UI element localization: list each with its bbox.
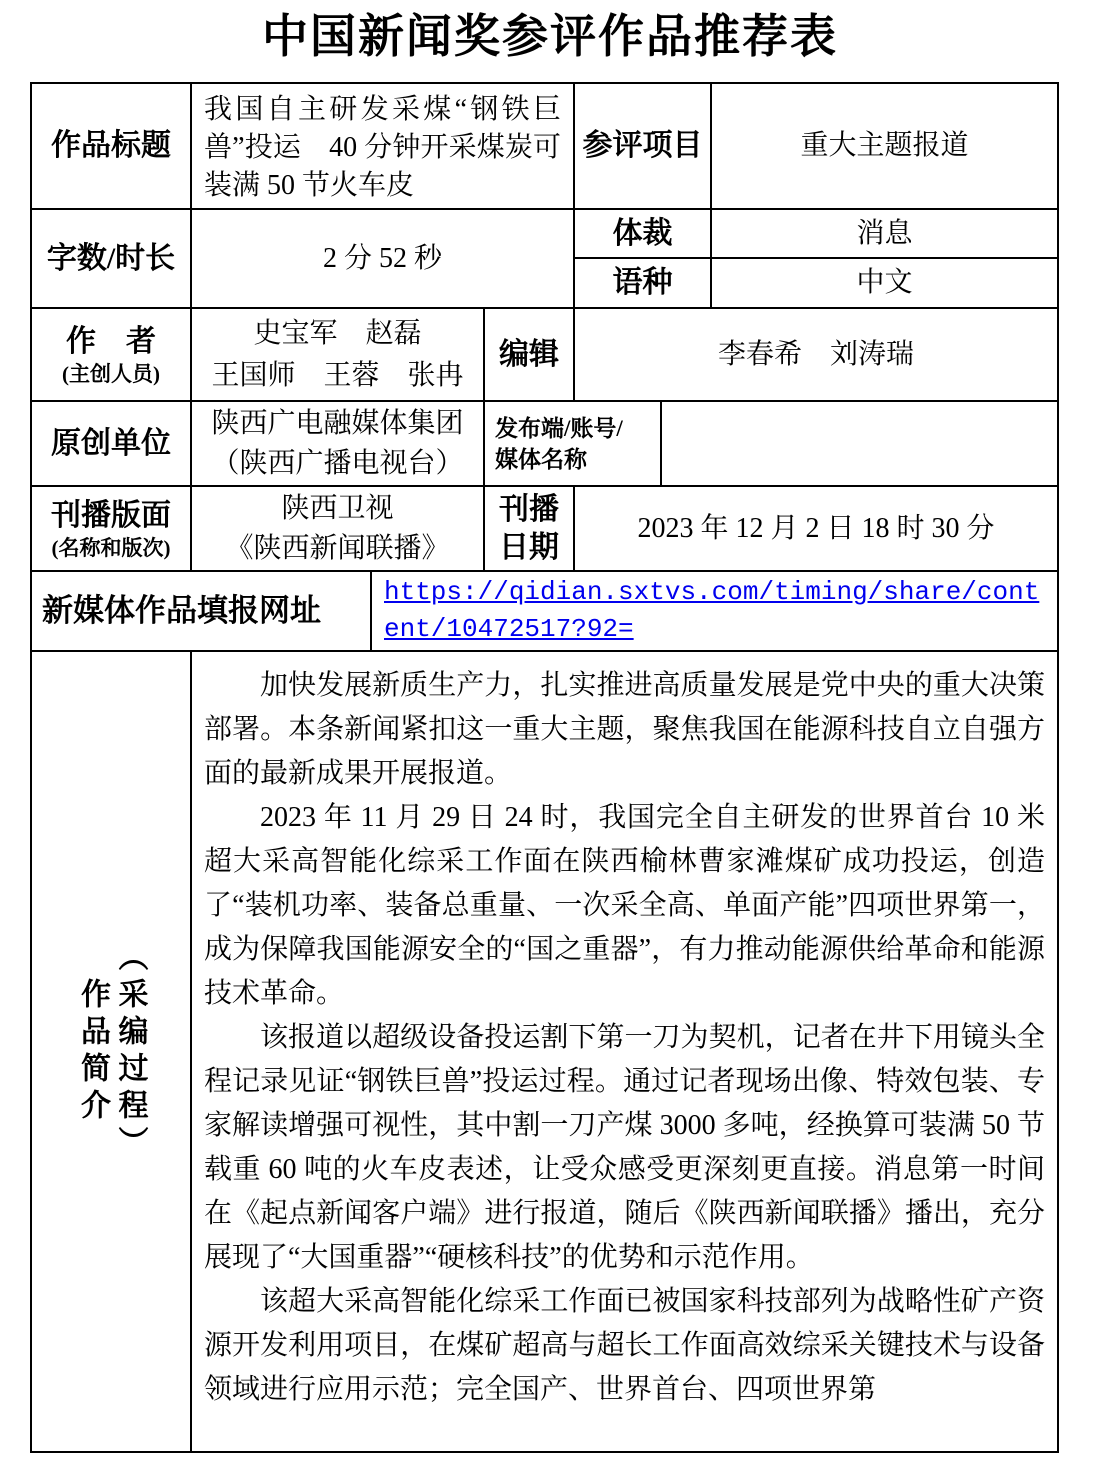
publish-date-value: 2023 年 12 月 2 日 18 时 30 分 [637, 512, 995, 544]
publish-page-label-cell [30, 485, 190, 570]
entry-category-label-cell [573, 82, 710, 208]
publish-page-value-line2: 《陕西新闻联播》 [225, 532, 450, 564]
new-media-url-value-cell [370, 570, 1059, 650]
new-media-url-label-cell [30, 570, 370, 650]
platform-label-line2: 媒体名称 [495, 446, 587, 472]
publish-date-label-cell [483, 485, 573, 570]
language-label-cell [573, 257, 710, 307]
editor-value-cell [573, 307, 1059, 400]
entry-category-value-cell [710, 82, 1059, 208]
intro-label [74, 941, 149, 1163]
author-label-cell [30, 307, 190, 400]
genre-value-cell [710, 208, 1059, 257]
genre-label-cell [573, 208, 710, 257]
original-org-value-line1: 陕西广电融媒体集团 [211, 407, 464, 439]
length-value: 2 分 52 秒 [322, 242, 442, 274]
language-label: 语种 [612, 266, 673, 299]
platform-label [495, 413, 623, 475]
platform-value-cell [660, 400, 1059, 485]
work-title-label: 作品标题 [51, 129, 171, 162]
page-title: 中国新闻奖参评作品推荐表 [262, 11, 838, 62]
platform-label-line1: 发布端/账号/ [495, 415, 623, 441]
intro-label-col1: 作品简介 [76, 977, 109, 1126]
author-value-cell [190, 307, 483, 400]
original-org-label-cell [30, 400, 190, 485]
length-value-cell [190, 208, 573, 307]
editor-value: 李春希 刘涛瑞 [717, 338, 914, 370]
work-title-value: 我国自主研发采煤“钢铁巨兽”投运 40 分钟开采煤炭可装满 50 节火车皮 [204, 94, 561, 201]
new-media-url-link[interactable]: https://qidian.sxtvs.com/timing/share/content/10472517?92= [384, 577, 1040, 644]
genre-label: 体裁 [612, 216, 673, 250]
work-title-label-cell [30, 82, 190, 208]
intro-paragraph: 该报道以超级设备投运割下第一刀为契机，记者在井下用镜头全程记录见证“钢铁巨兽”投运过程。通过记者现场出像、特效包装、专家解读增强可视性，其中割一刀产煤 3000 多吨，经换算可装满 50 节载重 60 吨的火车皮表述，让受众感受更深刻更直接。消息第一时间在《起点新闻客户端》进行报道，随后《陕西新闻联播》播出，充分展现了“大国重器”“硬核科技”的优势和示范作用。 [204, 1022, 1045, 1273]
platform-label-cell [483, 400, 660, 485]
original-org-value-line2: （陕西广播电视台） [211, 447, 464, 479]
intro-paragraph: 2023 年 11 月 29 日 24 时，我国完全自主研发的世界首台 10 米超大采高智能化综采工作面在陕西榆林曹家滩煤矿成功投运，创造了“装机功率、装备总重量、一次采全高、单面产能”四项世界第一，成为保障我国能源安全的“国之重器”，有力推动能源供给革命和能源技术革命。 [204, 802, 1045, 1009]
publish-page-value-cell [190, 485, 483, 570]
length-label: 字数/时长 [46, 241, 176, 275]
genre-value: 消息 [856, 217, 913, 249]
publish-date-label-line1: 刊播 [499, 492, 559, 526]
editor-label-cell [483, 307, 573, 400]
publish-page-sublabel: (名称和版次) [51, 535, 171, 560]
author-value-line2: 王国师 王蓉 张冉 [211, 359, 464, 391]
intro-label-col2: （采编过程） [113, 940, 147, 1163]
entry-category-label: 参评项目 [582, 129, 703, 162]
publish-page-label: 刊播版面 [51, 498, 171, 532]
publish-date-label-line2: 日期 [499, 530, 559, 564]
language-value-cell [710, 257, 1059, 307]
intro-paragraph: 加快发展新质生产力，扎实推进高质量发展是党中央的重大决策部署。本条新闻紧扣这一重大主题，聚焦我国在能源科技自立自强方面的最新成果开展报道。 [204, 670, 1045, 789]
author-sublabel: (主创人员) [62, 361, 160, 386]
language-value: 中文 [856, 267, 913, 298]
author-value-line1: 史宝军 赵磊 [253, 317, 422, 349]
work-title-value-cell [190, 82, 573, 208]
publish-date-value-cell [573, 485, 1059, 570]
intro-label-cell [30, 650, 190, 1453]
author-label: 作 者 [66, 324, 156, 358]
original-org-label: 原创单位 [51, 426, 171, 460]
new-media-url-label: 新媒体作品填报网址 [42, 593, 321, 628]
intro-value-cell [190, 650, 1059, 1453]
entry-category-value: 重大主题报道 [800, 130, 969, 161]
intro-paragraph: 该超大采高智能化综采工作面已被国家科技部列为战略性矿产资源开发利用项目，在煤矿超高与超长工作面高效综采关键技术与设备领域进行应用示范；完全国产、世界首台、四项世界第 [204, 1286, 1045, 1405]
editor-label: 编辑 [499, 337, 559, 371]
length-label-cell [30, 208, 190, 307]
original-org-value-cell [190, 400, 483, 485]
publish-page-value-line1: 陕西卫视 [281, 492, 394, 524]
